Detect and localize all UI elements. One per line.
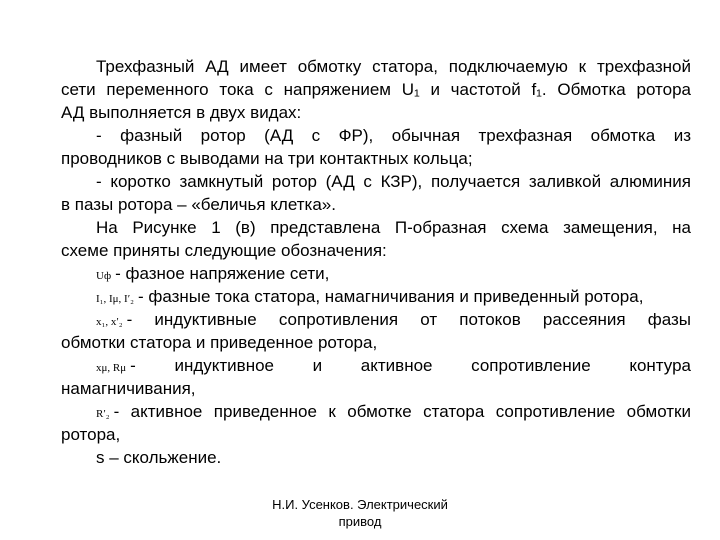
definition-text: - фазное напряжение сети, bbox=[115, 264, 330, 283]
definition-reactances-line-2: обмотки статора и приведенное ротора, bbox=[61, 333, 378, 352]
phase-rotor-line-1: - фазный ротор (АД с ФР), обычная трехфазная обмотка из bbox=[96, 126, 691, 145]
definition-uf bbox=[61, 262, 691, 285]
footer-author-line: Н.И. Усенков. Электрический bbox=[272, 497, 448, 512]
definition-magnetizing-line-2: намагничивания, bbox=[61, 379, 196, 398]
definition-text: - фазные тока статора, намагничивания и приведенный ротора, bbox=[137, 287, 644, 306]
footer-caption bbox=[0, 496, 720, 530]
definition-rotor-resistance-line-1 bbox=[61, 400, 691, 423]
figure-ref-line-1: На Рисунке 1 (в) представлена П-образная схема замещения, на bbox=[96, 218, 691, 237]
definition-magnetizing-line-1 bbox=[61, 354, 691, 377]
definition-symbol: I₁, Iμ, I′₂ bbox=[96, 293, 134, 305]
definition-symbol: R′₂ bbox=[96, 408, 110, 420]
footer-title-line: привод bbox=[338, 514, 382, 529]
squirrel-cage-line-2: в пазы ротора – «беличья клетка». bbox=[61, 195, 336, 214]
squirrel-cage-line-1: - коротко замкнутый ротор (АД с КЗР), получается заливкой алюминия bbox=[96, 172, 691, 191]
slide-text bbox=[61, 55, 691, 469]
definition-slip: s – скольжение. bbox=[96, 448, 222, 467]
figure-ref-line-2: схеме приняты следующие обозначения: bbox=[61, 241, 387, 260]
definition-symbol: xμ, Rμ bbox=[96, 362, 127, 374]
intro-line-2: сети переменного тока с напряжением U₁ и частотой f₁. Обмотка ротора bbox=[61, 80, 691, 99]
phase-rotor-line-2: проводников с выводами на три контактных кольца; bbox=[61, 149, 473, 168]
definition-symbol: x₁, x′₂ bbox=[96, 316, 123, 328]
definition-text: - индуктивные сопротивления от потоков рассеяния фазы bbox=[126, 310, 691, 329]
intro-line-1: Трехфазный АД имеет обмотку статора, подключаемую к трехфазной bbox=[96, 57, 691, 76]
definition-text: - активное приведенное к обмотке статора сопротивление обмотки bbox=[113, 402, 691, 421]
definition-reactances-line-1 bbox=[61, 308, 691, 331]
definition-rotor-resistance-line-2: ротора, bbox=[61, 425, 121, 444]
definition-symbol: Uф bbox=[96, 270, 112, 282]
definition-currents bbox=[61, 285, 691, 308]
intro-line-3: АД выполняется в двух видах: bbox=[61, 103, 302, 122]
definition-text: - индуктивное и активное сопротивление контура bbox=[130, 356, 691, 375]
